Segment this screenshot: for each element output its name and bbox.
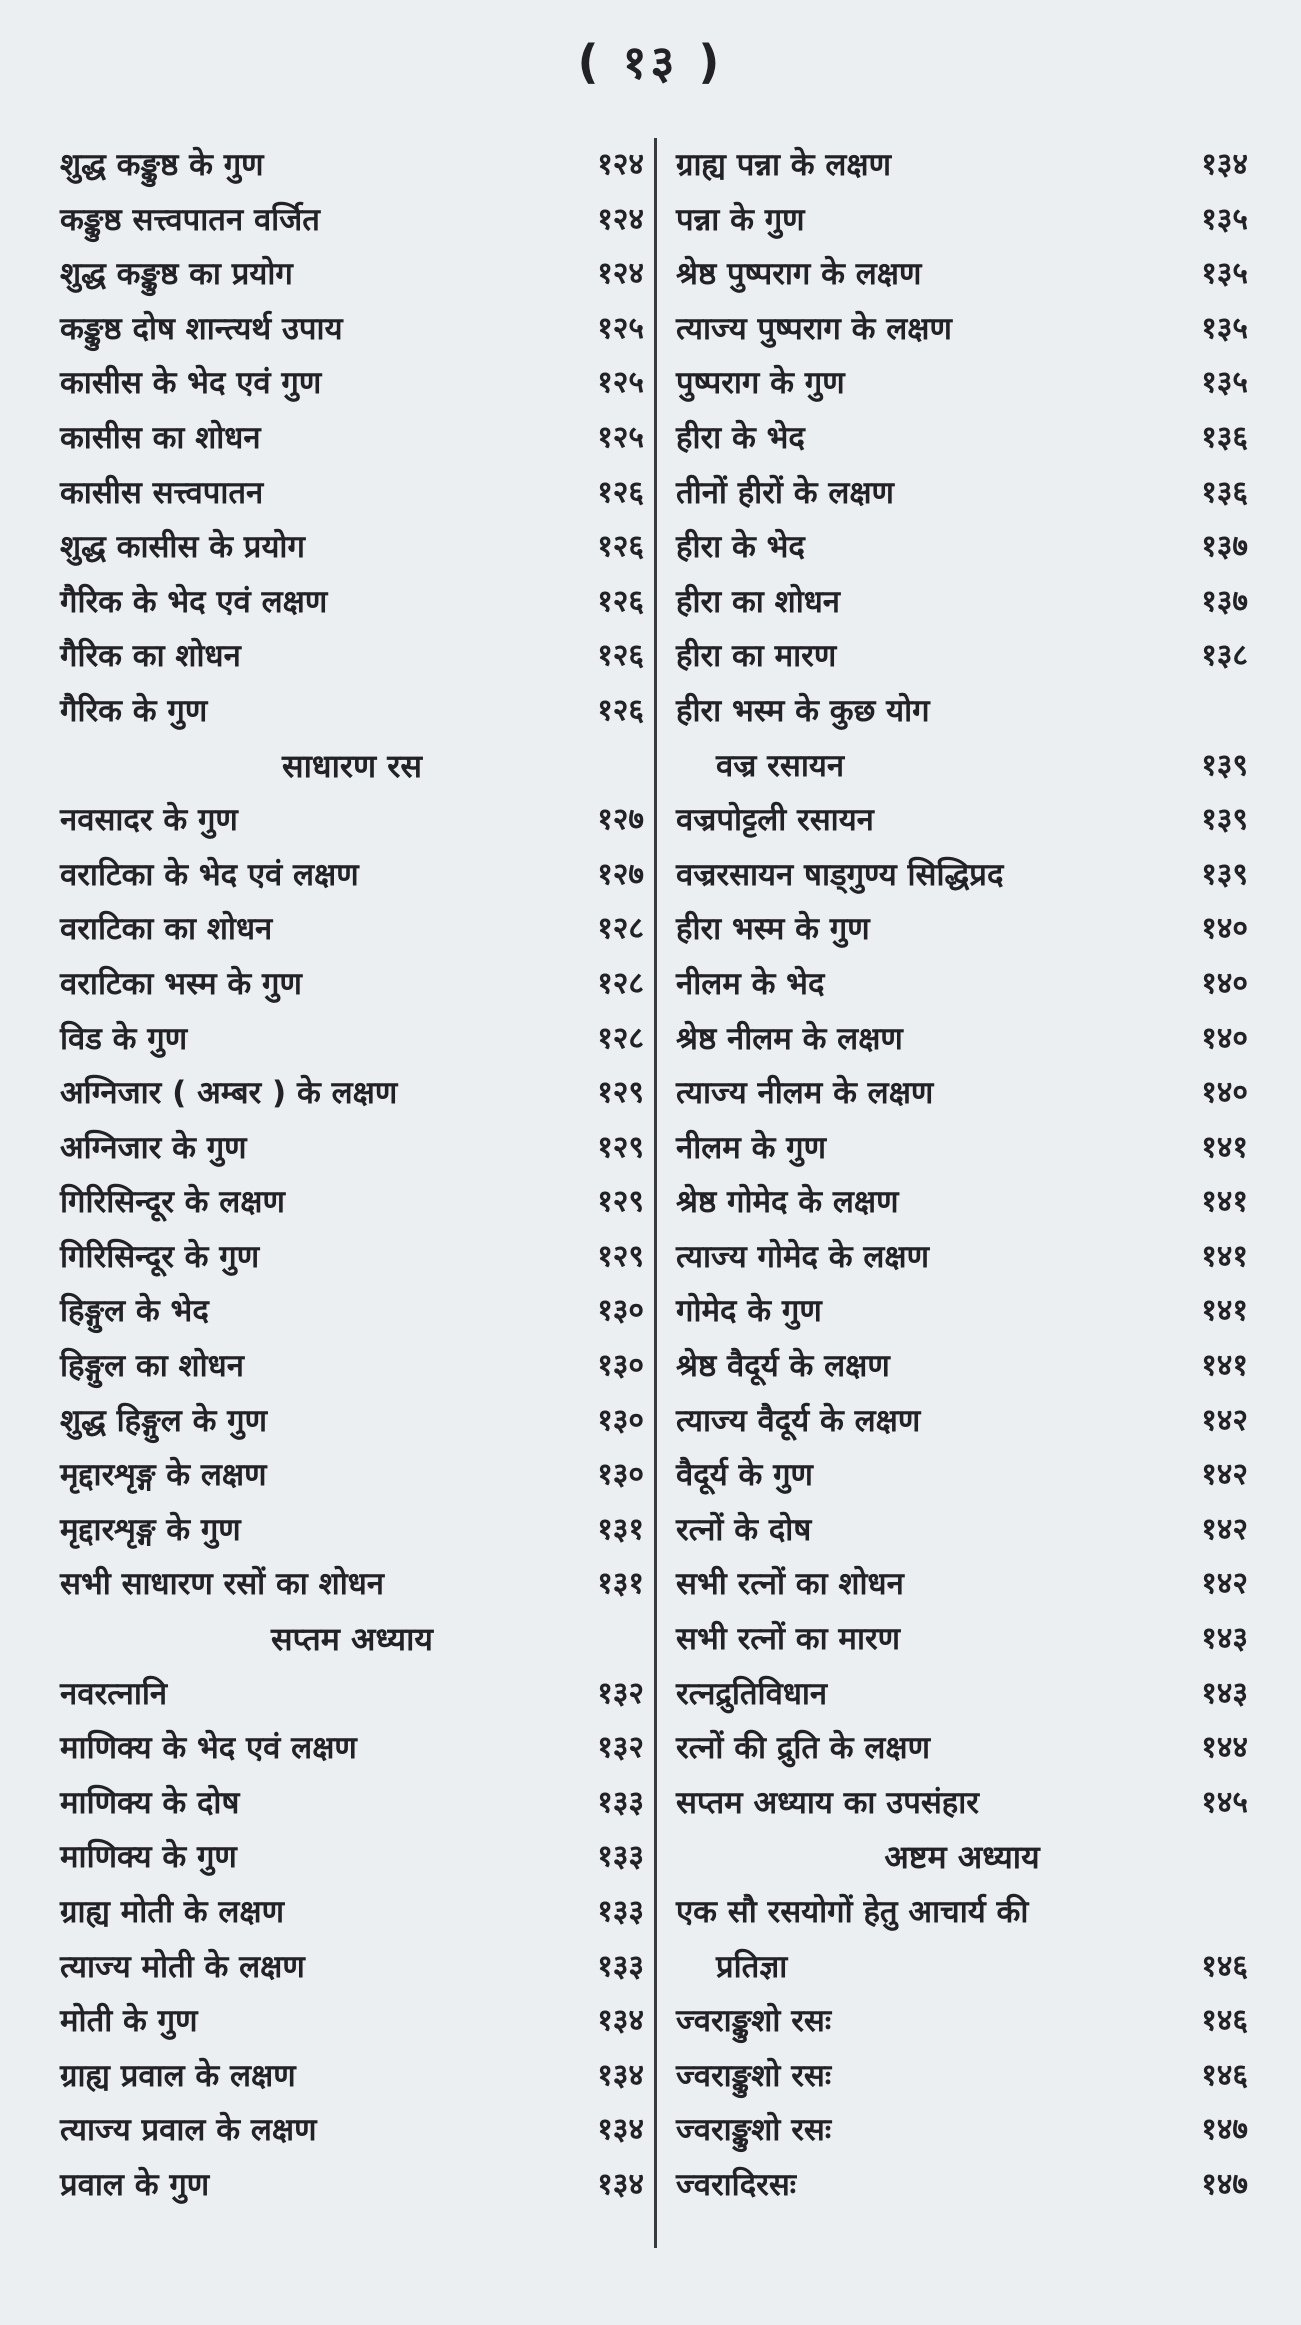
toc-entry xyxy=(676,1940,1248,1995)
toc-entry xyxy=(676,1230,1248,1285)
toc-entry-title: त्याज्य वैदूर्य के लक्षण xyxy=(676,1402,921,1439)
toc-entry-page: १३९ xyxy=(1201,747,1248,783)
toc-entry-page: १४० xyxy=(1201,911,1248,947)
toc-entry xyxy=(60,1721,644,1776)
toc-entry xyxy=(60,1830,644,1885)
toc-entry-page: १३४ xyxy=(597,2166,644,2202)
toc-entry xyxy=(60,1394,644,1449)
toc-entry-title: कङ्कुष्ठ सत्त्वपातन वर्जित xyxy=(60,201,320,238)
toc-entry-title: नवसादर के गुण xyxy=(60,802,238,839)
toc-entry xyxy=(676,193,1248,248)
toc-entry-page: १३३ xyxy=(597,1784,644,1820)
toc-entry xyxy=(60,466,644,521)
toc-entry xyxy=(60,1121,644,1176)
toc-entry-title: गैरिक के भेद एवं लक्षण xyxy=(60,583,328,620)
toc-entry xyxy=(60,138,644,193)
toc-entry-page: १२६ xyxy=(597,529,644,565)
toc-entry-title: प्रवाल के गुण xyxy=(60,2166,210,2203)
toc-entry-title: हीरा भस्म के गुण xyxy=(676,911,870,948)
toc-entry-page: १४३ xyxy=(1201,1621,1248,1657)
toc-entry-title: त्याज्य मोती के लक्षण xyxy=(60,1948,305,1985)
toc-entry-title: माणिक्य के भेद एवं लक्षण xyxy=(60,1730,357,1767)
toc-entry-page: १२८ xyxy=(597,965,644,1001)
toc-entry-title: त्याज्य पुष्पराग के लक्षण xyxy=(676,310,952,347)
toc-entry xyxy=(676,247,1248,302)
toc-entry-title: गैरिक का शोधन xyxy=(60,638,241,675)
toc-entry xyxy=(676,1721,1248,1776)
toc-entry-page: १३० xyxy=(597,1293,644,1329)
toc-entry-title: ज्वराङ्कुशो रसः xyxy=(676,2057,832,2094)
toc-entry xyxy=(676,793,1248,848)
toc-entry xyxy=(60,1667,644,1722)
toc-entry-title: हीरा का मारण xyxy=(676,638,837,675)
toc-entry-page: १३२ xyxy=(597,1730,644,1766)
toc-entry xyxy=(60,1339,644,1394)
section-heading-text: सप्तम अध्याय xyxy=(271,1620,433,1659)
toc-entry-title: श्रेष्ठ वैदूर्य के लक्षण xyxy=(676,1348,890,1385)
toc-entry-page: १२८ xyxy=(597,1020,644,1056)
toc-entry-page: १३७ xyxy=(1201,583,1248,619)
toc-entry-title: विड के गुण xyxy=(60,1020,188,1057)
toc-entry xyxy=(60,356,644,411)
toc-entry-page: १२५ xyxy=(597,310,644,346)
toc-entry-page: १२७ xyxy=(597,856,644,892)
toc-section-heading xyxy=(60,739,644,794)
toc-entry-title: वैदूर्य के गुण xyxy=(676,1457,813,1494)
toc-entry-title: वराटिका का शोधन xyxy=(60,911,273,948)
toc-entry xyxy=(676,466,1248,521)
toc-entry xyxy=(676,2103,1248,2158)
toc-entry xyxy=(60,1940,644,1995)
toc-entry-title: वराटिका भस्म के गुण xyxy=(60,965,302,1002)
toc-entry-page: १३८ xyxy=(1201,638,1248,674)
toc-entry xyxy=(60,1503,644,1558)
toc-entry-title: श्रेष्ठ पुष्पराग के लक्षण xyxy=(676,256,922,293)
toc-entry-page: १३६ xyxy=(1201,474,1248,510)
toc-entry-page: १४१ xyxy=(1201,1293,1248,1329)
toc-entry xyxy=(676,739,1248,794)
toc-entry-page: १२६ xyxy=(597,638,644,674)
toc-entry-page: १३० xyxy=(597,1402,644,1438)
column-divider xyxy=(654,138,657,2248)
toc-entry xyxy=(676,1612,1248,1667)
toc-entry-title: एक सौ रसयोगों हेतु आचार्य की xyxy=(676,1894,1029,1930)
toc-entry xyxy=(676,1448,1248,1503)
page-number: ( १३ ) xyxy=(577,35,724,89)
toc-entry-page: १२४ xyxy=(597,201,644,237)
toc-entry-page: १२६ xyxy=(597,583,644,619)
toc-entry-title: हीरा के भेद xyxy=(676,419,805,456)
toc-entry-page: १३३ xyxy=(597,1839,644,1875)
toc-entry-page: १३९ xyxy=(1201,802,1248,838)
toc-entry-title: अग्निजार के गुण xyxy=(60,1129,247,1166)
toc-entry xyxy=(676,684,1248,739)
toc-entry-title: हिङ्गुल के भेद xyxy=(60,1293,209,1330)
toc-entry xyxy=(60,793,644,848)
toc-entry-page: १४६ xyxy=(1201,2057,1248,2093)
toc-entry-page: १२९ xyxy=(597,1075,644,1111)
toc-entry xyxy=(60,302,644,357)
toc-entry xyxy=(60,411,644,466)
toc-entry-page: १३४ xyxy=(597,2112,644,2148)
toc-entry-page: १३३ xyxy=(597,1894,644,1929)
toc-entry-title: ज्वराङ्कुशो रसः xyxy=(676,2112,832,2149)
toc-entry-page: १२६ xyxy=(597,474,644,510)
toc-entry-title: सभी साधारण रसों का शोधन xyxy=(60,1566,384,1603)
toc-entry-page: १३१ xyxy=(597,1566,644,1602)
toc-entry-title: वज्रपोट्टली रसायन xyxy=(676,802,874,839)
toc-entry xyxy=(676,1667,1248,1722)
toc-entry xyxy=(60,193,644,248)
toc-entry-page: १४० xyxy=(1201,1075,1248,1111)
toc-entry-page: १४० xyxy=(1201,1020,1248,1056)
toc-entry xyxy=(676,1012,1248,1067)
toc-entry xyxy=(676,1339,1248,1394)
toc-entry-page: १३४ xyxy=(1201,147,1248,182)
toc-section-heading xyxy=(676,1830,1248,1885)
toc-entry-title: कङ्कुष्ठ दोष शान्त्यर्थ उपाय xyxy=(60,310,343,347)
toc-entry xyxy=(676,1394,1248,1449)
toc-entry-page: १२९ xyxy=(597,1129,644,1165)
toc-entry-page: १२४ xyxy=(597,147,644,182)
toc-entry-title: शुद्ध कङ्कुष्ठ के गुण xyxy=(60,147,264,183)
toc-entry xyxy=(676,1284,1248,1339)
toc-entry xyxy=(60,1012,644,1067)
toc-entry-page: १३१ xyxy=(597,1511,644,1547)
toc-entry xyxy=(676,575,1248,630)
toc-entry xyxy=(60,2158,644,2213)
toc-entry xyxy=(60,629,644,684)
toc-entry-title: नीलम के भेद xyxy=(676,965,825,1002)
toc-entry xyxy=(60,1557,644,1612)
toc-entry-page: १४० xyxy=(1201,965,1248,1001)
toc-entry xyxy=(60,684,644,739)
toc-entry-page: १२५ xyxy=(597,419,644,455)
toc-entry-title: त्याज्य नीलम के लक्षण xyxy=(676,1075,934,1112)
toc-entry-page: १४७ xyxy=(1201,2112,1248,2148)
toc-entry xyxy=(60,1994,644,2049)
toc-entry-page: १३० xyxy=(597,1457,644,1493)
toc-entry xyxy=(676,1503,1248,1558)
toc-entry-title: शुद्ध हिङ्गुल के गुण xyxy=(60,1402,268,1439)
toc-entry-page: १४७ xyxy=(1201,2166,1248,2202)
toc-entry xyxy=(676,902,1248,957)
toc-left-column xyxy=(60,138,644,2213)
toc-entry-page: १२५ xyxy=(597,365,644,401)
toc-entry-title: नवरत्नानि xyxy=(60,1675,168,1712)
toc-entry-page: १४१ xyxy=(1201,1184,1248,1220)
toc-entry-title: वज्ररसायन षाड्गुण्य सिद्धिप्रद xyxy=(676,856,1004,893)
toc-entry-page: १४६ xyxy=(1201,1948,1248,1984)
toc-entry xyxy=(60,2049,644,2104)
toc-entry xyxy=(60,848,644,903)
toc-entry-page: १४२ xyxy=(1201,1457,1248,1493)
toc-entry-title: कासीस का शोधन xyxy=(60,419,261,456)
toc-entry xyxy=(676,957,1248,1012)
toc-entry-title: मृद्दारशृङ्ग के लक्षण xyxy=(60,1457,267,1494)
toc-entry-page: १४२ xyxy=(1201,1566,1248,1602)
toc-entry-title: सभी रत्नों का मारण xyxy=(676,1621,901,1658)
toc-entry-page: १२८ xyxy=(597,911,644,947)
section-heading-text: अष्टम अध्याय xyxy=(884,1838,1040,1877)
toc-entry-page: १३५ xyxy=(1201,310,1248,346)
toc-entry-page: १३० xyxy=(597,1348,644,1384)
toc-entry-title: हीरा भस्म के कुछ योग xyxy=(676,692,930,729)
toc-entry-title: श्रेष्ठ गोमेद के लक्षण xyxy=(676,1184,899,1221)
toc-entry xyxy=(60,957,644,1012)
toc-entry-page: १३२ xyxy=(597,1675,644,1711)
toc-entry xyxy=(676,302,1248,357)
toc-entry xyxy=(676,138,1248,193)
toc-entry-title: ग्राह्य प्रवाल के लक्षण xyxy=(60,2057,296,2094)
toc-entry xyxy=(60,1284,644,1339)
toc-entry-title: वज्र रसायन xyxy=(716,747,845,784)
toc-entry-title: गैरिक के गुण xyxy=(60,692,208,729)
toc-entry-page: १४४ xyxy=(1201,1730,1248,1766)
toc-entry xyxy=(60,247,644,302)
toc-entry xyxy=(60,2103,644,2158)
toc-entry-page: १२९ xyxy=(597,1238,644,1274)
toc-entry xyxy=(676,1066,1248,1121)
toc-entry xyxy=(676,1121,1248,1176)
toc-entry xyxy=(60,1885,644,1940)
toc-entry-title: ग्राह्य पन्ना के लक्षण xyxy=(676,147,892,183)
toc-entry-title: तीनों हीरों के लक्षण xyxy=(676,474,894,511)
toc-entry-title: त्याज्य प्रवाल के लक्षण xyxy=(60,2112,317,2149)
toc-entry-title: रत्नद्रुतिविधान xyxy=(676,1675,828,1712)
toc-entry-page: १४१ xyxy=(1201,1348,1248,1384)
toc-entry-title: हिङ्गुल का शोधन xyxy=(60,1348,244,1385)
toc-entry-title: पुष्पराग के गुण xyxy=(676,365,845,402)
toc-entry-title: सप्तम अध्याय का उपसंहार xyxy=(676,1784,979,1821)
toc-entry-page: १३५ xyxy=(1201,201,1248,237)
toc-entry-title: अग्निजार ( अम्बर ) के लक्षण xyxy=(60,1075,398,1112)
toc-entry xyxy=(60,520,644,575)
toc-entry-title: प्रतिज्ञा xyxy=(716,1948,788,1985)
toc-entry xyxy=(676,629,1248,684)
toc-entry-page: १२४ xyxy=(597,256,644,292)
toc-entry-title: मोती के गुण xyxy=(60,2003,198,2040)
toc-entry xyxy=(676,1557,1248,1612)
toc-entry-title: हीरा का शोधन xyxy=(676,583,840,620)
toc-entry xyxy=(676,1175,1248,1230)
toc-entry-title: गिरिसिन्दूर के गुण xyxy=(60,1238,260,1275)
toc-entry xyxy=(676,1776,1248,1831)
toc-entry-title: ज्वराङ्कुशो रसः xyxy=(676,2003,832,2040)
toc-entry xyxy=(676,411,1248,466)
toc-entry-title: रत्नों की द्रुति के लक्षण xyxy=(676,1730,931,1767)
toc-entry-page: १३७ xyxy=(1201,529,1248,565)
toc-entry xyxy=(60,1066,644,1121)
section-heading-text: साधारण रस xyxy=(282,746,422,785)
toc-section-heading xyxy=(60,1612,644,1667)
toc-entry-title: वराटिका के भेद एवं लक्षण xyxy=(60,856,359,893)
toc-entry xyxy=(60,1448,644,1503)
toc-entry-page: १२७ xyxy=(597,802,644,838)
toc-entry-page: १३४ xyxy=(597,2057,644,2093)
toc-entry-page: १३५ xyxy=(1201,256,1248,292)
toc-entry-page: १४१ xyxy=(1201,1129,1248,1165)
toc-entry-page: १२९ xyxy=(597,1184,644,1220)
toc-entry-page: १३६ xyxy=(1201,419,1248,455)
toc-entry-page: १४६ xyxy=(1201,2003,1248,2039)
toc-entry xyxy=(60,1175,644,1230)
toc-entry-title: मृद्दारशृङ्ग के गुण xyxy=(60,1511,241,1548)
toc-entry xyxy=(60,575,644,630)
toc-entry-title: गिरिसिन्दूर के लक्षण xyxy=(60,1184,285,1221)
toc-entry-title: गोमेद के गुण xyxy=(676,1293,822,1330)
toc-entry-title: माणिक्य के गुण xyxy=(60,1839,237,1876)
toc-entry-title: त्याज्य गोमेद के लक्षण xyxy=(676,1238,930,1275)
toc-entry xyxy=(676,1885,1248,1940)
toc-entry xyxy=(676,2049,1248,2104)
toc-entry-page: १४५ xyxy=(1201,1784,1248,1820)
toc-entry-title: नीलम के गुण xyxy=(676,1129,827,1166)
toc-entry-title: श्रेष्ठ नीलम के लक्षण xyxy=(676,1020,903,1057)
toc-entry-page: १२६ xyxy=(597,692,644,728)
toc-entry-page: १३४ xyxy=(597,2003,644,2039)
toc-entry xyxy=(60,1230,644,1285)
toc-right-column xyxy=(676,138,1248,2213)
toc-entry-title: ग्राह्य मोती के लक्षण xyxy=(60,1894,285,1930)
toc-entry-title: शुद्ध कासीस के प्रयोग xyxy=(60,529,305,566)
toc-entry xyxy=(676,1994,1248,2049)
toc-entry-title: कासीस सत्त्वपातन xyxy=(60,474,264,511)
toc-entry xyxy=(676,356,1248,411)
toc-entry-page: १४३ xyxy=(1201,1675,1248,1711)
toc-entry-page: १३९ xyxy=(1201,856,1248,892)
toc-entry xyxy=(676,848,1248,903)
toc-entry-page: १४१ xyxy=(1201,1238,1248,1274)
toc-entry-title: सभी रत्नों का शोधन xyxy=(676,1566,904,1603)
toc-entry-page: १३५ xyxy=(1201,365,1248,401)
toc-entry xyxy=(676,520,1248,575)
toc-entry-title: शुद्ध कङ्कुष्ठ का प्रयोग xyxy=(60,256,293,293)
toc-entry-page: १४२ xyxy=(1201,1402,1248,1438)
toc-entry xyxy=(60,1776,644,1831)
toc-entry-page: १३३ xyxy=(597,1948,644,1984)
toc-entry-page: १४२ xyxy=(1201,1511,1248,1547)
toc-entry-title: पन्ना के गुण xyxy=(676,201,805,238)
toc-entry xyxy=(676,2158,1248,2213)
toc-entry-title: रत्नों के दोष xyxy=(676,1511,812,1548)
toc-entry-title: ज्वरादिरसः xyxy=(676,2166,797,2203)
toc-entry-title: हीरा के भेद xyxy=(676,529,805,566)
toc-entry-title: माणिक्य के दोष xyxy=(60,1784,240,1821)
toc-entry xyxy=(60,902,644,957)
toc-entry-title: कासीस के भेद एवं गुण xyxy=(60,365,322,402)
